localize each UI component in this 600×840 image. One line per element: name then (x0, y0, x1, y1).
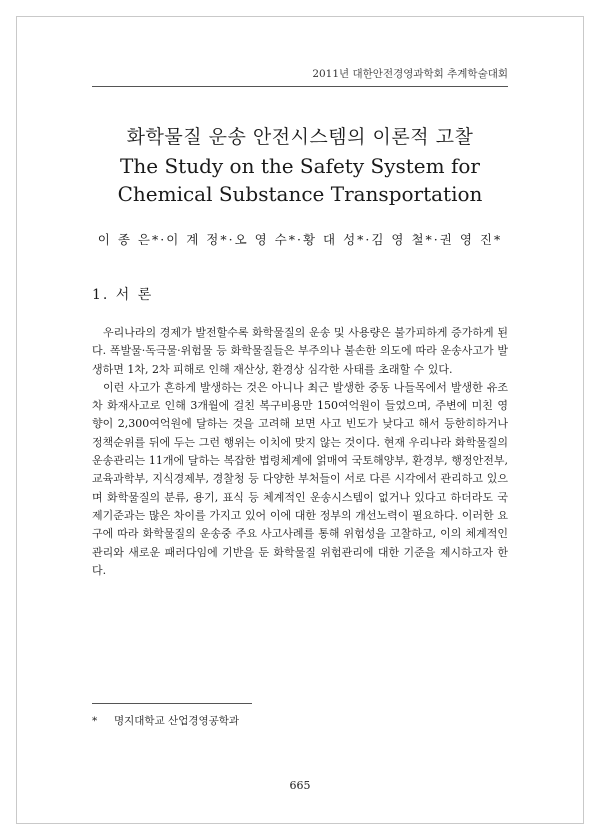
footnote-rule (92, 703, 252, 704)
footnote-mark: * (92, 715, 98, 727)
body-text (92, 324, 508, 580)
conference-header: 2011년 대한안전경영과학회 추계학술대회 (312, 68, 508, 80)
paragraph-1: 우리나라의 경제가 발전할수록 화학물질의 운송 및 사용량은 불가피하게 증가하게 된다. 폭발물·독극물·위험물 등 화학물질들은 부주의나 불손한 의도에 따라 운송사고가 발생하면 1차, 2차 피해로 인해 재산상, 환경상 심각한 사태를 초래할 수 있다. (92, 326, 508, 376)
korean-title: 화학물질 운송 안전시스템의 이론적 고찰 (126, 126, 474, 148)
footnote (92, 713, 239, 728)
page-number: 665 (289, 779, 311, 792)
footnote-text: 명지대학교 산업경영공학과 (114, 715, 240, 727)
paragraph-2: 이런 사고가 흔하게 발생하는 것은 아니나 최근 발생한 중동 나들목에서 발생한 유조차 화재사고로 인해 3개월에 걸친 복구비용만 150여억원이 들었으며, 주변에 미친 영향이 2,300여억원에 달하는 것을 고려해 보면 사고 빈도가 낮다고 해서 등한히하거나 정책순위를 뒤에 두는 그런 행위는 이치에 맞지 않는 것이다. 현재 우리나라 화학물질의 운송관리는 11개에 달하는 복잡한 법령체계에 얽매여 국토해양부, 환경부, 행정안전부, 교육과학부, 지식경제부, 경찰청 등 다양한 부처들이 서로 다른 시각에서 관리하고 있으며 화학물질의 분류, 용기, 표식 등 체계적인 운송시스템이 없거나 있다고 하더라도 국제기준과는 많은 차이를 가지고 있어 이에 대한 정부의 개선노력이 필요하다. 이러한 요구에 따라 화학물질의 운송중 주요 사고사례를 통해 위험성을 고찰하고, 이의 체계적인 관리와 새로운 패러다임에 기반을 둔 화학물질 위험관리에 대한 기준을 제시하고자 한다. (92, 380, 508, 577)
header-rule (92, 86, 508, 87)
section-heading: 1. 서 론 (92, 287, 154, 303)
author-list: 이 종 은*·이 계 정*·오 영 수*·황 대 성*·김 영 철*·권 영 진* (97, 232, 503, 247)
english-title-line-2: Chemical Substance Transportation (117, 182, 483, 206)
english-title-line-1: The Study on the Safety System for (120, 154, 480, 178)
